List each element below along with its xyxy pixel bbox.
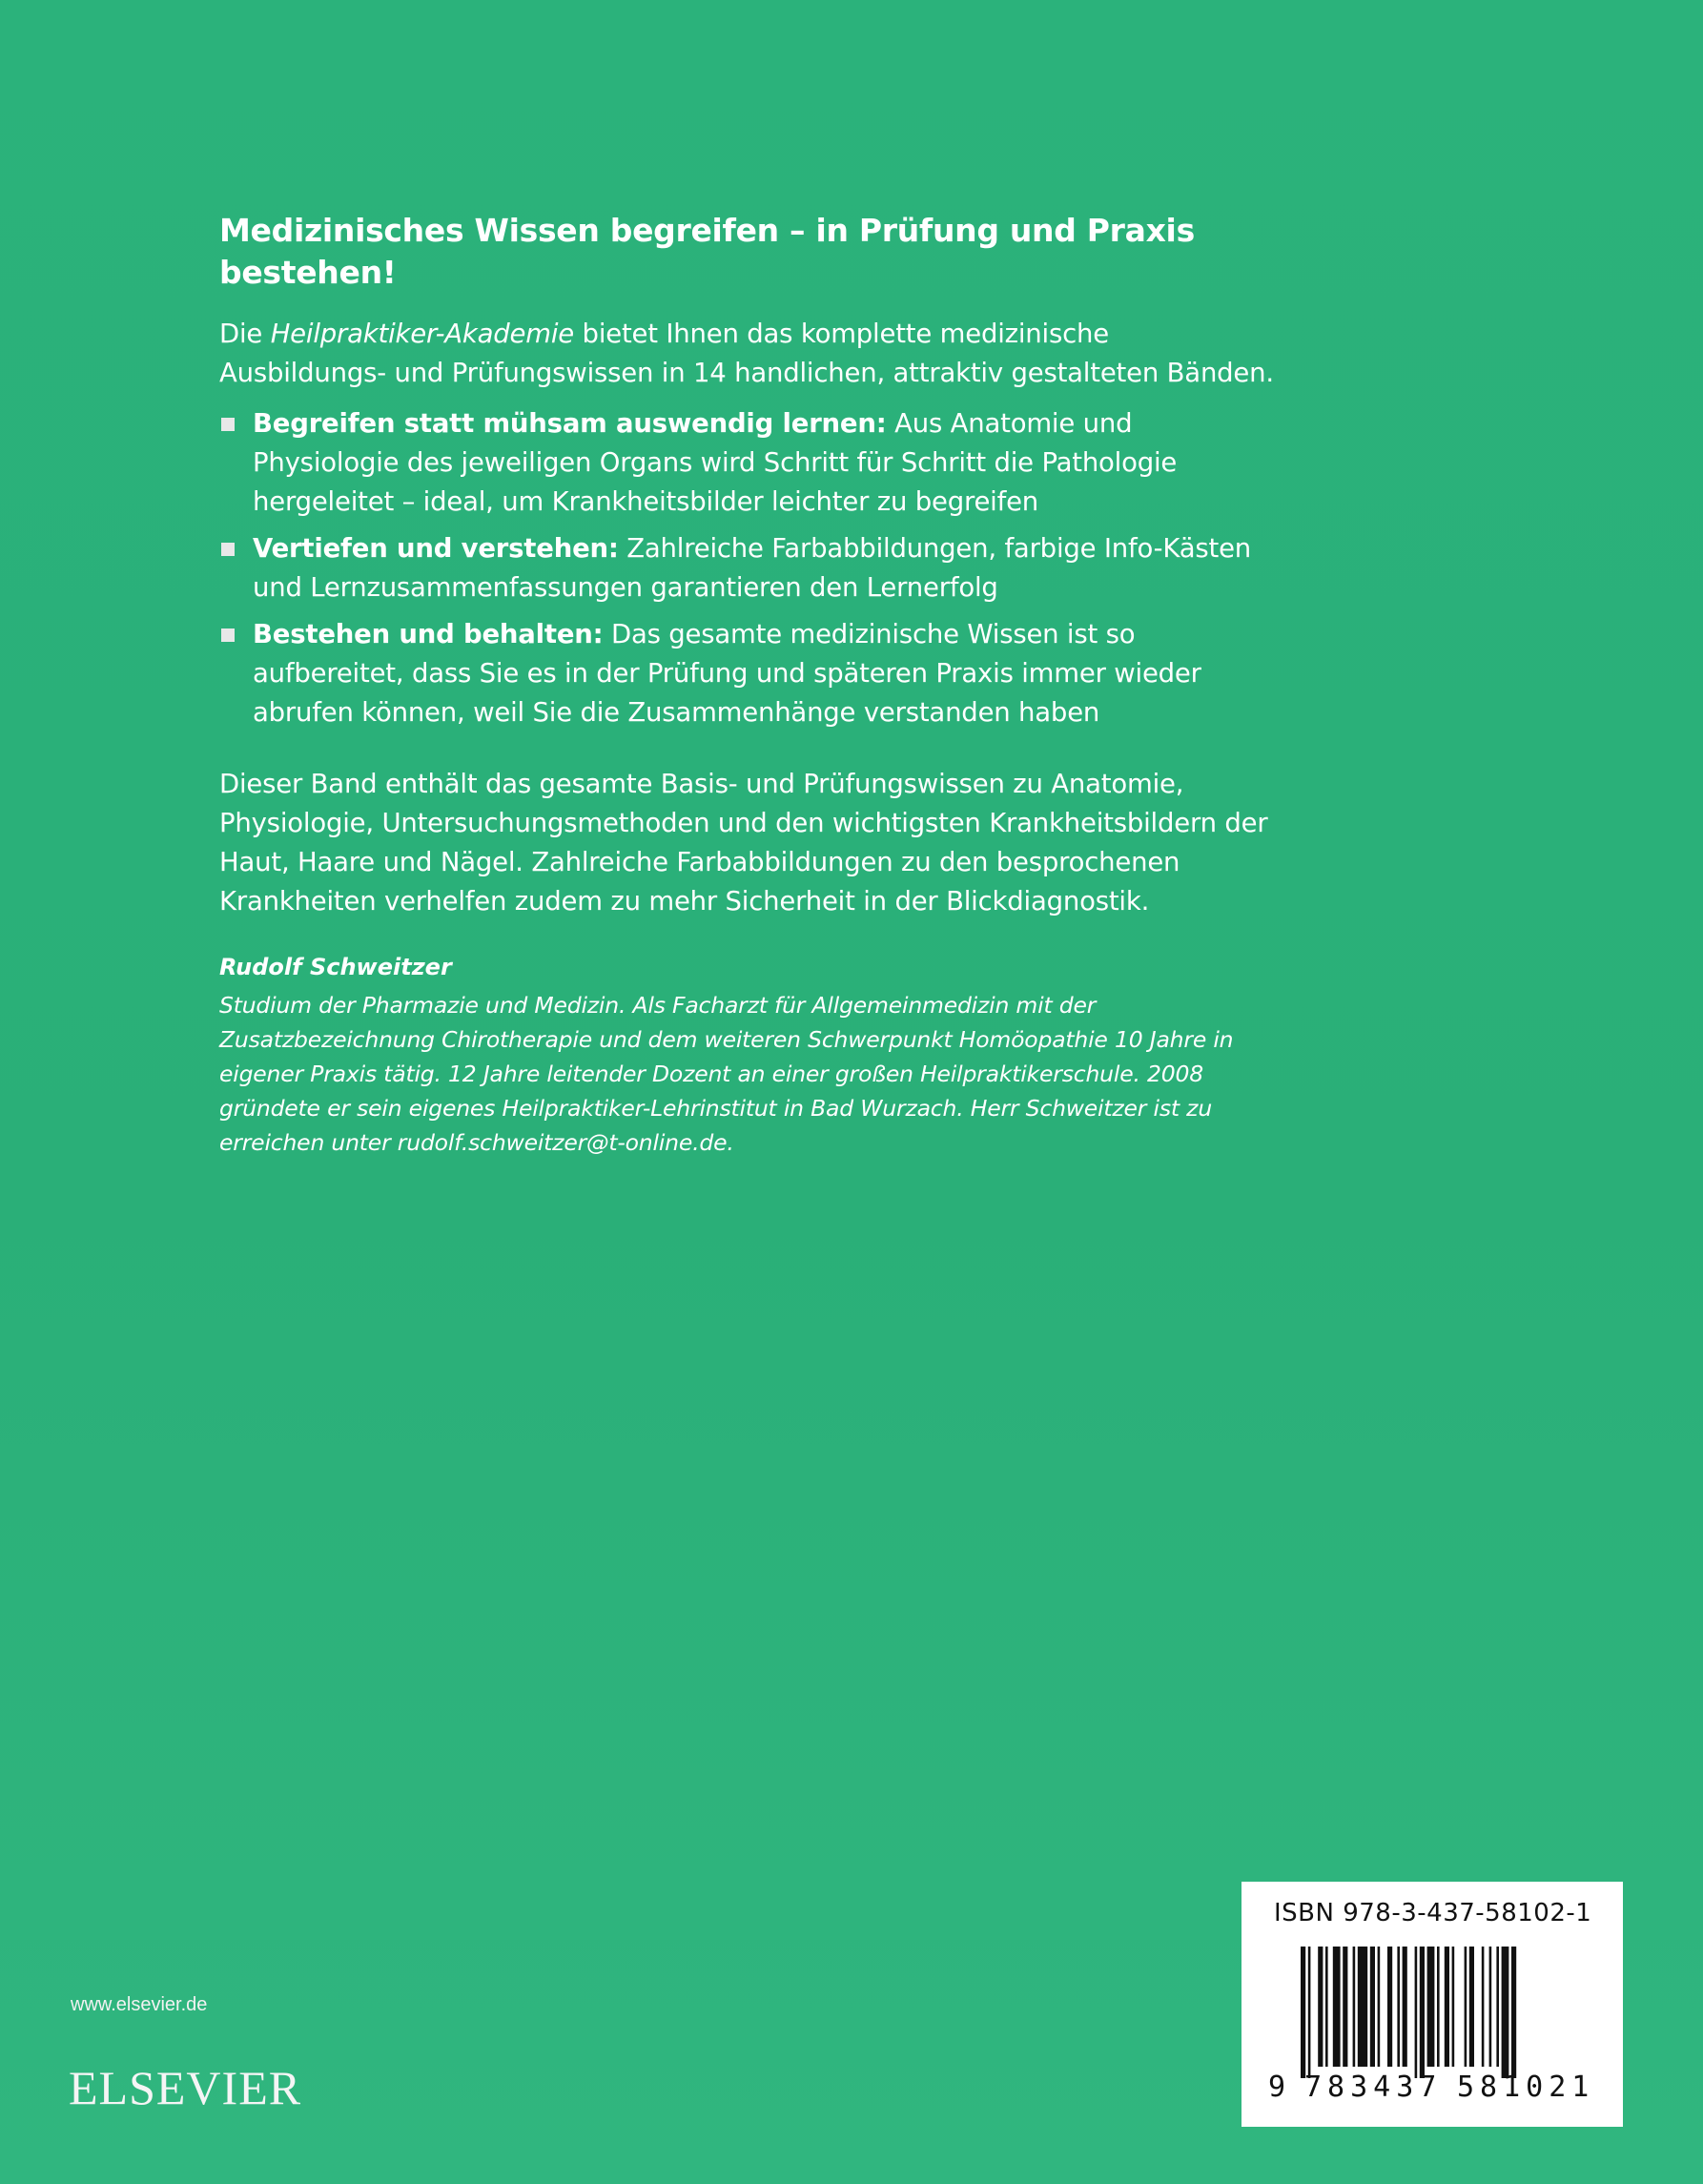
publisher-website: www.elsevier.de [71,1994,208,2015]
feature-item [219,529,1278,608]
square-bullet-icon [221,628,235,642]
barcode-bar [1301,1947,1305,2078]
feature-item [219,615,1278,732]
intro-prefix: Die [219,319,271,349]
intro-paragraph [219,315,1278,393]
isbn-label: ISBN 978-3-437-58102-1 [1274,1899,1592,1927]
barcode-bar [1469,1947,1474,2067]
barcode-bar [1378,1947,1381,2067]
square-bullet-icon [221,418,235,431]
barcode-first-digit: 9 [1268,2071,1292,2104]
barcode-bar [1452,1947,1455,2067]
barcode-bar [1502,1947,1509,2078]
author-name: Rudolf Schweitzer [219,954,452,980]
barcode-bar [1343,1947,1347,2067]
barcode-bar [1308,1947,1311,2078]
barcode-bar [1415,1947,1418,2078]
barcode-left-digits: 783437 [1304,2071,1443,2104]
barcode-bar [1403,1947,1407,2067]
barcode-bar [1437,1947,1440,2067]
barcode-bar [1353,1947,1356,2067]
square-bullet-icon [221,543,235,556]
barcode-bar [1387,1947,1392,2067]
feature-lead: Vertiefen und verstehen: [253,533,619,564]
cover-text-block [219,210,1278,1160]
barcode-icon [1301,1947,1587,2080]
barcode-bar [1397,1947,1400,2067]
feature-text: Zahlreiche Farbabbildungen, farbige Info-Kästen und Lernzusammenfassungen garantieren den Lernerfolg [253,533,1252,603]
barcode-bar [1318,1947,1323,2067]
barcode-bar [1496,1947,1499,2067]
barcode-bar [1370,1947,1375,2067]
barcode-digits [1268,2071,1611,2104]
series-name: Heilpraktiker-Akademie [270,319,575,349]
headline: Medizinisches Wissen begreifen – in Prüfung und Praxis bestehen! [219,212,1195,291]
barcode-bar [1420,1947,1425,2078]
feature-lead: Begreifen statt mühsam auswendig lernen: [253,408,887,439]
feature-text: Das gesamte medizinische Wissen ist so aufbereitet, dass Sie es in der Prüfung und späteren Praxis immer wieder abrufen können, weil Sie die Zusammenhänge verstanden haben [253,619,1201,728]
barcode-bar [1482,1947,1485,2067]
elsevier-logo: ELSEVIER [69,2061,302,2114]
barcode-bar [1358,1947,1367,2067]
barcode-right-digits: 581021 [1457,2071,1595,2104]
barcode-bar [1511,1947,1516,2078]
barcode-bar [1427,1947,1435,2067]
isbn-barcode-box [1241,1882,1623,2127]
barcode-bar [1445,1947,1449,2067]
barcode-bar [1465,1947,1467,2067]
intro-suffix: bietet Ihnen das komplette medizinische Ausbildungs- und Prüfungswissen in 14 handlichen, attraktiv gestalteten Bänden. [219,319,1274,388]
volume-description: Dieser Band enthält das gesamte Basis- und Prüfungswissen zu Anatomie, Physiologie, Untersuchungsmethoden und den wichtigsten Krankheitsbildern der Haut, Haare und Nägel. Zahlreiche Farbabbildungen zu den besprochenen Krankheiten verhelfen zudem zu mehr Sicherheit in der Blickdiagnostik. [219,769,1268,917]
author-bio: Studium der Pharmazie und Medizin. Als Facharzt für Allgemeinmedizin mit der Zusatzbezeichnung Chirotherapie und dem weiteren Schwerpunkt Homöopathie 10 Jahre in eigener Praxis tätig. 12 Jahre leitender Dozent an einer großen Heilpraktikerschule. 2008 gründete er sein eigenes Heilpraktiker-Lehrinstitut in Bad Wurzach. Herr Schweitzer ist zu erreichen unter rudolf.schweitzer@t-online.de. [219,992,1234,1156]
feature-lead: Bestehen und behalten: [253,619,604,649]
feature-item [219,404,1278,522]
feature-list [219,404,1278,732]
barcode-bar [1333,1947,1341,2067]
barcode-bar [1489,1947,1492,2067]
barcode-bar [1325,1947,1328,2067]
feature-text: Aus Anatomie und Physiologie des jeweiligen Organs wird Schritt für Schritt die Pathologie hergeleitet – ideal, um Krankheitsbilder leichter zu begreifen [253,408,1178,517]
